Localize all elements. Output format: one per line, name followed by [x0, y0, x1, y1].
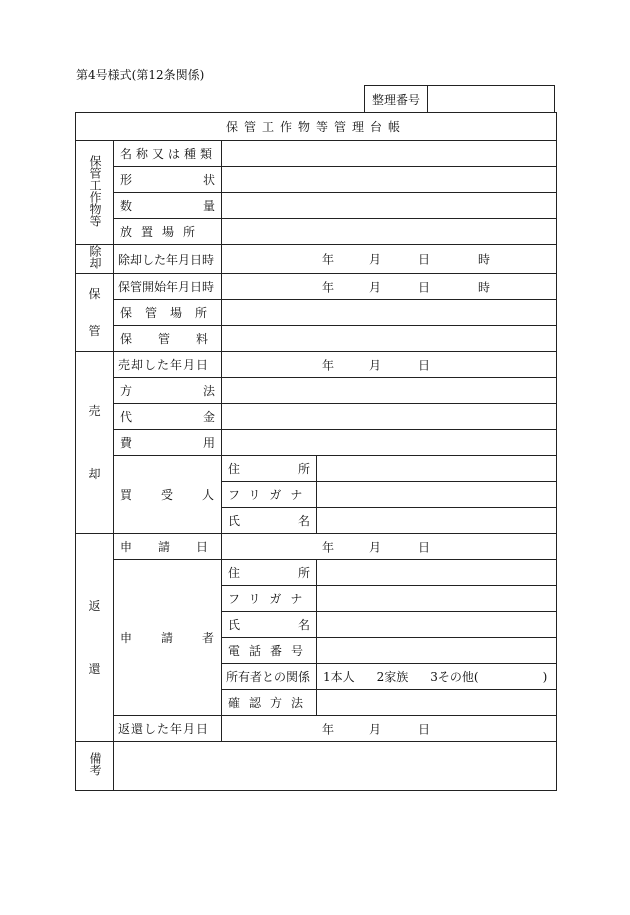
section-jokyaku [76, 245, 114, 274]
shinseisha-kankei-field[interactable] [317, 664, 557, 690]
row-daikin-label [114, 404, 222, 430]
section-baikyaku-gap [76, 419, 113, 467]
keijo-1: 形 [120, 173, 133, 187]
kaiuke-jusho-field[interactable] [317, 456, 557, 482]
shinseisha-kankei-label: 所有者との関係 [222, 664, 317, 690]
row-kaiuke-label [114, 456, 244, 534]
row-shinsei-date-label [114, 534, 235, 560]
seiri-number-label: 整理番号 [365, 86, 428, 113]
month-label: 月 [369, 280, 382, 294]
hochi-text: 放置場所 [120, 225, 205, 239]
year-label: 年 [322, 252, 335, 267]
year-label: 年 [322, 280, 335, 294]
shimei-2: 名 [297, 618, 310, 632]
hour-label: 時 [478, 252, 491, 267]
shinseisha-jusho-label [222, 560, 317, 586]
suryo-1: 数 [120, 199, 133, 213]
kakunin-text: 確認方法 [228, 696, 313, 710]
hochi-field[interactable] [222, 219, 557, 245]
shinseisha-text: 申請者 [120, 631, 244, 645]
shinseisha-kakunin-field[interactable] [317, 690, 557, 716]
relation-option-other[interactable]: 3その他( [430, 670, 479, 684]
day-label: 日 [418, 540, 431, 554]
keijo-field[interactable] [222, 167, 557, 193]
hoho-1: 方 [120, 384, 133, 398]
shimei-1: 氏 [228, 618, 241, 632]
suryo-2: 量 [202, 199, 215, 213]
kaiuke-shimei-label [222, 508, 317, 534]
furigana-text: フリガナ [228, 488, 312, 502]
keijo-2: 状 [202, 173, 215, 187]
jokyaku-date-field[interactable] [222, 245, 557, 274]
jusho-2: 所 [297, 566, 310, 580]
shinseisha-jusho-field[interactable] [317, 560, 557, 586]
biko-field[interactable] [114, 742, 557, 791]
relation-option-self[interactable]: 1本人 [323, 670, 355, 684]
section-henkan-1: 返 [88, 598, 101, 613]
hokan-basho-field[interactable] [222, 300, 557, 326]
section-biko-label: 備考 [88, 752, 102, 776]
meisho-field[interactable] [222, 141, 557, 167]
relation-option-family[interactable]: 2家族 [376, 670, 409, 684]
shinseisha-furigana-field[interactable] [317, 586, 557, 612]
row-shinseisha-label [114, 560, 244, 716]
furigana-text: フリガナ [228, 592, 312, 606]
denwa-text: 電話番号 [228, 644, 313, 658]
row-hokan-basho-label [114, 300, 222, 326]
row-hokan-ryo-label [114, 326, 235, 352]
ledger-title: 保管工作物等管理台帳 [76, 113, 557, 141]
row-baikyaku-date-label: 売却した年月日 [114, 352, 222, 378]
jusho-2: 所 [297, 462, 310, 476]
hoho-2: 法 [202, 384, 215, 398]
hiyo-field[interactable] [222, 430, 557, 456]
row-hochi-label [114, 219, 222, 245]
day-label: 日 [418, 280, 431, 294]
month-label: 月 [369, 252, 382, 267]
row-henkan-date-label: 返還した年月日 [114, 716, 222, 742]
seiri-number-field[interactable] [428, 86, 555, 113]
month-label: 月 [369, 722, 382, 736]
year-label: 年 [322, 722, 335, 736]
row-suryo-label [114, 193, 222, 219]
section-hokan [76, 274, 114, 352]
shinseisha-shimei-field[interactable] [317, 612, 557, 638]
row-hiyo-label [114, 430, 222, 456]
section-henkan [76, 534, 114, 742]
section-hokan-2: 管 [88, 323, 101, 338]
form-number-label: 第4号様式(第12条関係) [76, 68, 205, 82]
month-label: 月 [369, 358, 382, 372]
hiyo-1: 費 [120, 436, 133, 450]
row-hokan-start-label: 保管開始年月日時 [114, 274, 222, 300]
row-meisho-label [114, 141, 222, 167]
section-baikyaku-1: 売 [88, 403, 101, 418]
hokan-ryo-field[interactable] [222, 326, 557, 352]
day-label: 日 [418, 358, 431, 372]
section-hokan-kosakubutsu [76, 141, 114, 245]
daikin-field[interactable] [222, 404, 557, 430]
kaiuke-text: 買受人 [120, 488, 244, 502]
year-label: 年 [322, 358, 335, 372]
section-baikyaku-2: 却 [88, 466, 101, 481]
section-hokan-kosakubutsu-label: 保管工作物等 [88, 154, 102, 227]
year-label: 年 [322, 540, 335, 554]
suryo-field[interactable] [222, 193, 557, 219]
row-hoho-label [114, 378, 222, 404]
section-hokan-1: 保 [88, 286, 101, 301]
section-hokan-gap [76, 302, 113, 324]
kaiuke-furigana-field[interactable] [317, 482, 557, 508]
kaiuke-shimei-field[interactable] [317, 508, 557, 534]
day-label: 日 [418, 252, 431, 267]
hour-label: 時 [478, 280, 491, 294]
jusho-1: 住 [228, 566, 241, 580]
daikin-2: 金 [202, 410, 215, 424]
shinsei-date-field[interactable] [222, 534, 557, 560]
row-keijo-label [114, 167, 222, 193]
jusho-1: 住 [228, 462, 241, 476]
kaiuke-jusho-label [222, 456, 317, 482]
hoho-field[interactable] [222, 378, 557, 404]
meisho-text: 名称又は種類 [120, 147, 217, 161]
relation-option-close-paren: ) [542, 670, 548, 684]
section-baikyaku [76, 352, 114, 534]
section-henkan-2: 還 [88, 661, 101, 676]
shinseisha-denwa-field[interactable] [317, 638, 557, 664]
baikyaku-date-field[interactable] [222, 352, 557, 378]
kaiuke-furigana-label [222, 482, 317, 508]
shinsei-date-text: 申請日 [120, 540, 235, 554]
section-henkan-gap [76, 614, 113, 662]
shinseisha-furigana-label [222, 586, 317, 612]
shinseisha-denwa-label [222, 638, 317, 664]
henkan-date-field[interactable] [222, 716, 557, 742]
hokan-basho-text: 保管場所 [120, 306, 221, 320]
shimei-1: 氏 [228, 514, 241, 528]
hokan-start-field[interactable] [222, 274, 557, 300]
management-ledger-table [75, 112, 557, 791]
shimei-2: 名 [297, 514, 310, 528]
seiri-number-box [364, 85, 555, 113]
daikin-1: 代 [120, 410, 133, 424]
month-label: 月 [369, 540, 382, 554]
hiyo-2: 用 [202, 436, 215, 450]
row-jokyaku-date-label: 除却した年月日時 [114, 245, 222, 274]
section-jokyaku-label: 除却 [88, 245, 102, 269]
hokan-ryo-text: 保管料 [120, 332, 235, 346]
section-biko [76, 742, 114, 791]
day-label: 日 [418, 722, 431, 736]
shinseisha-kakunin-label [222, 690, 317, 716]
